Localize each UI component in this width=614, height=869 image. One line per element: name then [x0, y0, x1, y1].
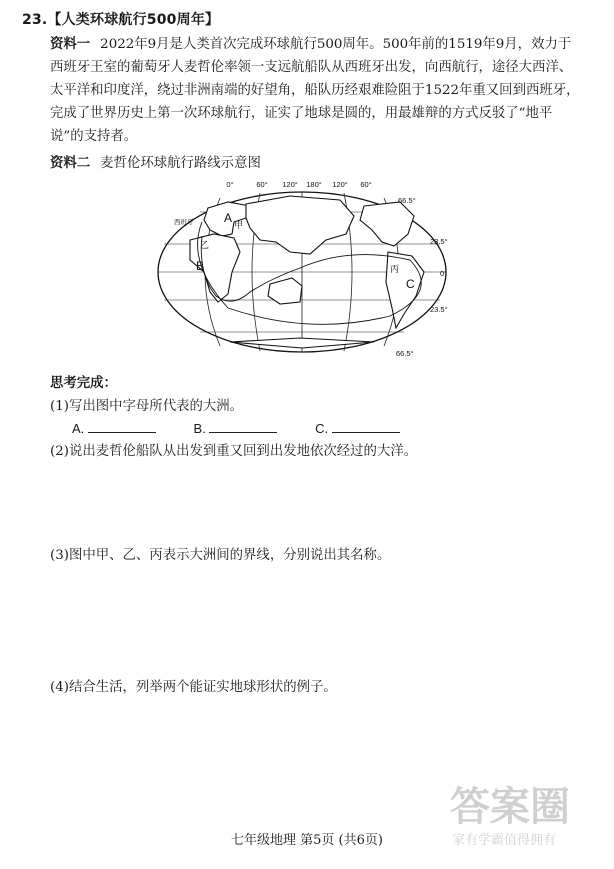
magellan-route-map [150, 176, 460, 362]
material-1-line-5: 说”的支持者。 [50, 129, 138, 144]
blank-b[interactable] [194, 421, 278, 436]
blank-c-label: C. [315, 421, 329, 436]
material-1-line-1 [50, 33, 571, 57]
lon-label: 120° [332, 180, 348, 189]
label-yi: 乙 [200, 240, 210, 250]
answer-blanks [72, 418, 434, 436]
watermark-account: 家有学霸值得拥有 [452, 833, 557, 848]
label-jia: 甲 [234, 220, 244, 230]
question-3: (3)图中甲、乙、丙表示大洲间的界线，分别说出其名称。 [50, 548, 391, 563]
longitude-labels [226, 180, 371, 189]
map-caption: 麦哲伦环球航行路线示意图 [100, 156, 261, 171]
blank-b-line[interactable] [209, 418, 277, 433]
material-1-line-4: 完成了世界历史上第一次环球航行，证实了地球是圆的，用最雄辩的方式反驳了“地平 [50, 106, 553, 121]
blank-b-label: B. [193, 421, 206, 436]
map-svg [150, 176, 460, 362]
label-spain: 西班牙 [174, 219, 194, 226]
question-1: (1)写出图中字母所代表的大洲。 [50, 399, 244, 414]
watermark-logo: 答案圈 [450, 784, 570, 830]
blank-c[interactable] [315, 421, 400, 436]
lon-label: 60° [360, 180, 372, 189]
question-title: 23.【人类环球航行500周年】 [22, 12, 220, 28]
label-a: A [224, 211, 233, 225]
think-heading: 思考完成： [50, 376, 117, 391]
material-2-heading [50, 152, 261, 171]
label-b: B [196, 259, 205, 273]
material-1-label: 资料一 [50, 37, 91, 52]
material-1-text-1: 2022年9月是人类首次完成环球航行500周年。500年前的1519年9月，效力于 [100, 37, 572, 52]
blank-a-line[interactable] [88, 418, 156, 433]
lat-label: 23.5° [430, 237, 448, 246]
lat-label: 0° [440, 269, 448, 278]
material-1-line-3: 太平洋和印度洋，绕过非洲南端的好望角，船队历经艰难险阻于1522年重又回到西班牙， [50, 83, 580, 98]
material-1-line-2: 西班牙王室的葡萄牙人麦哲伦率领一支远航船队从西班牙出发，向西航行，途径大西洋、 [50, 60, 573, 75]
lon-label: 60° [256, 180, 268, 189]
blank-c-line[interactable] [332, 418, 400, 433]
question-4: (4)结合生活，列举两个能证实地球形状的例子。 [50, 680, 337, 695]
lon-label: 120° [282, 180, 298, 189]
label-c: C [406, 277, 415, 291]
lat-label: 66.5° [396, 349, 414, 358]
lat-label: 23.5° [430, 305, 448, 314]
blank-a[interactable] [72, 421, 156, 436]
label-bing: 丙 [390, 264, 400, 274]
lon-label: 180° [306, 180, 322, 189]
material-2-label: 资料二 [50, 156, 91, 171]
blank-a-label: A. [72, 421, 85, 436]
question-2: (2)说出麦哲伦船队从出发到重又回到出发地依次经过的大洋。 [50, 444, 418, 459]
lat-label: 66.5° [398, 196, 416, 205]
page-footer: 七年级地理 第5页 (共6页) [231, 833, 383, 848]
lon-label: 0° [226, 180, 234, 189]
